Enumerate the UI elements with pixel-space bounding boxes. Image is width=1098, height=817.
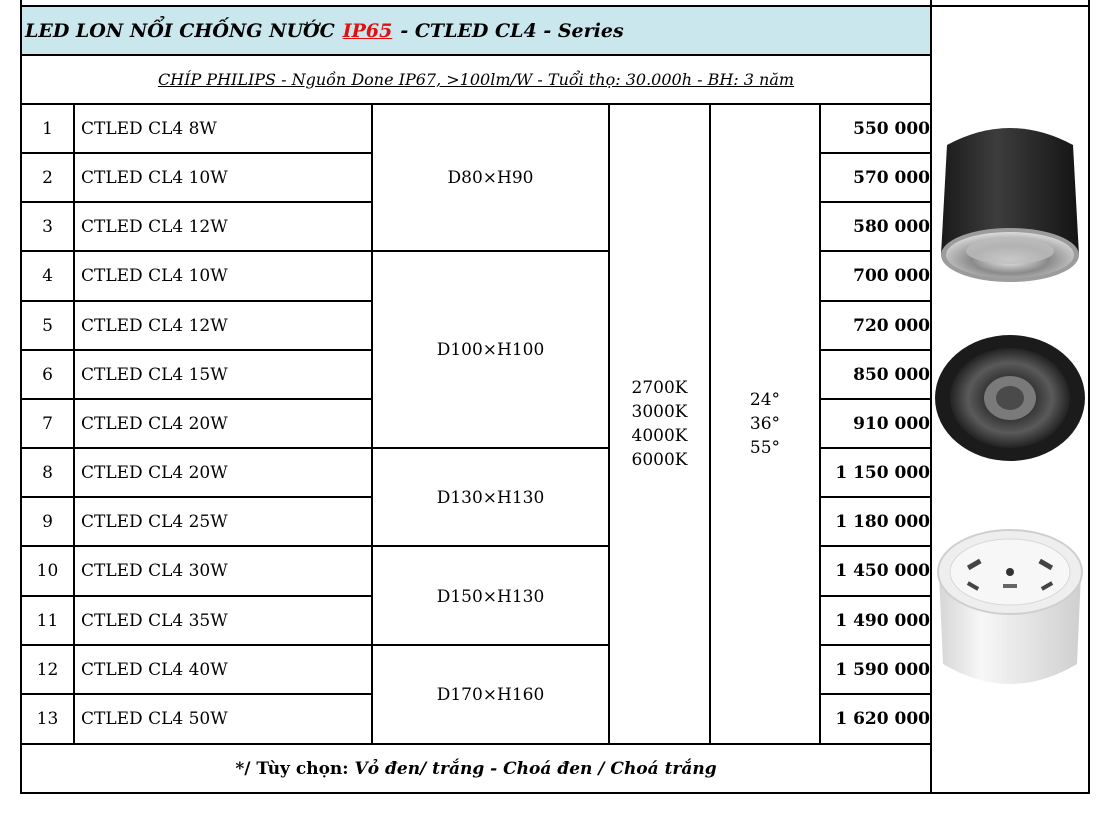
price: 580 000 bbox=[853, 216, 930, 237]
model-name: CTLED CL4 20W bbox=[81, 462, 228, 483]
grid-line bbox=[371, 250, 610, 252]
grid-line bbox=[819, 693, 932, 695]
row-number: 6 bbox=[42, 364, 53, 385]
row-number: 10 bbox=[36, 561, 59, 581]
grid-line bbox=[819, 152, 932, 154]
grid-line bbox=[371, 545, 610, 547]
row-number: 13 bbox=[36, 708, 59, 729]
price: 850 000 bbox=[853, 364, 930, 385]
title-rating: IP65 bbox=[342, 19, 393, 42]
row-number: 3 bbox=[42, 216, 53, 237]
price: 1 180 000 bbox=[835, 511, 930, 532]
model-name: CTLED CL4 10W bbox=[81, 266, 228, 286]
color-temp: 4000K bbox=[631, 426, 688, 446]
model-name: CTLED CL4 35W bbox=[81, 610, 228, 631]
grid-line bbox=[20, 743, 932, 745]
grid-line bbox=[819, 398, 932, 400]
grid-line bbox=[20, 0, 22, 5]
row-number: 2 bbox=[42, 167, 53, 188]
grid-line bbox=[819, 545, 932, 547]
size-cell: D170×H160 bbox=[436, 685, 545, 705]
price: 1 620 000 bbox=[835, 708, 930, 729]
row-number: 7 bbox=[42, 413, 53, 434]
price: 1 450 000 bbox=[835, 561, 930, 581]
title-suffix: - CTLED CL4 - Series bbox=[400, 19, 624, 42]
beam-angle: 55° bbox=[749, 438, 781, 458]
row-number: 12 bbox=[36, 659, 59, 680]
grid-line bbox=[371, 644, 610, 646]
grid-line bbox=[819, 201, 932, 203]
options-footer bbox=[22, 745, 930, 792]
model-name: CTLED CL4 30W bbox=[81, 561, 228, 581]
grid-line bbox=[709, 103, 711, 745]
grid-line bbox=[20, 201, 373, 203]
grid-line bbox=[20, 300, 373, 302]
price: 1 490 000 bbox=[835, 610, 930, 631]
grid-line bbox=[1088, 0, 1090, 794]
model-name: CTLED CL4 50W bbox=[81, 708, 228, 729]
grid-line bbox=[819, 349, 932, 351]
white-downlight-image bbox=[933, 524, 1087, 694]
grid-line bbox=[930, 0, 932, 794]
grid-line bbox=[371, 103, 373, 745]
model-name: CTLED CL4 10W bbox=[81, 167, 228, 188]
grid-line bbox=[819, 447, 932, 449]
grid-line bbox=[20, 595, 373, 597]
model-name: CTLED CL4 15W bbox=[81, 364, 228, 385]
grid-line bbox=[20, 349, 373, 351]
row-number: 5 bbox=[42, 315, 53, 336]
price: 910 000 bbox=[853, 413, 930, 434]
title-prefix: LED LON NỔI CHỐNG NƯỚC bbox=[25, 19, 335, 42]
model-name: CTLED CL4 40W bbox=[81, 659, 228, 680]
beam-angle: 36° bbox=[749, 414, 781, 434]
color-temp: 6000K bbox=[631, 450, 688, 470]
model-name: CTLED CL4 25W bbox=[81, 511, 228, 532]
size-cell: D100×H100 bbox=[436, 340, 545, 360]
row-number: 4 bbox=[42, 266, 53, 286]
grid-line bbox=[20, 152, 373, 154]
size-cell: D130×H130 bbox=[436, 487, 545, 508]
price: 1 150 000 bbox=[835, 462, 930, 483]
grid-line bbox=[819, 644, 932, 646]
grid-line bbox=[20, 496, 373, 498]
options-text: Vỏ đen/ trắng - Choá đen / Choá trắng bbox=[354, 758, 717, 779]
options-label: */ Tùy chọn: bbox=[235, 758, 349, 779]
price: 700 000 bbox=[853, 266, 930, 286]
grid-line bbox=[819, 300, 932, 302]
row-number: 11 bbox=[36, 610, 59, 631]
black-downlight-front-image bbox=[933, 333, 1087, 463]
row-number: 9 bbox=[42, 511, 53, 532]
grid-line bbox=[20, 545, 373, 547]
price: 720 000 bbox=[853, 315, 930, 336]
grid-line bbox=[819, 496, 932, 498]
price: 570 000 bbox=[853, 167, 930, 188]
grid-line bbox=[20, 250, 373, 252]
grid-line bbox=[819, 595, 932, 597]
color-temp: 3000K bbox=[631, 402, 688, 422]
beam-angle: 24° bbox=[749, 390, 781, 410]
size-cell: D80×H90 bbox=[447, 168, 534, 188]
black-downlight-side-image bbox=[933, 105, 1087, 295]
model-name: CTLED CL4 12W bbox=[81, 216, 228, 237]
model-name: CTLED CL4 8W bbox=[81, 118, 217, 139]
model-name: CTLED CL4 12W bbox=[81, 315, 228, 336]
grid-line bbox=[608, 103, 610, 745]
grid-line bbox=[20, 693, 373, 695]
grid-line bbox=[20, 398, 373, 400]
beam-angle-cell bbox=[711, 105, 819, 743]
price: 550 000 bbox=[853, 118, 930, 139]
spec-subtitle: CHÍP PHILIPS - Nguồn Done IP67, >100lm/W - Tuổi thọ: 30.000h - BH: 3 năm bbox=[157, 70, 795, 89]
color-temperature-cell bbox=[610, 105, 709, 743]
grid-line bbox=[20, 447, 373, 449]
grid-line bbox=[73, 103, 75, 745]
grid-line bbox=[20, 103, 932, 105]
model-name: CTLED CL4 20W bbox=[81, 413, 228, 434]
size-cell: D150×H130 bbox=[436, 586, 545, 607]
table-title bbox=[22, 7, 930, 54]
grid-line bbox=[819, 103, 821, 745]
grid-line bbox=[20, 644, 373, 646]
grid-line bbox=[20, 54, 932, 56]
grid-line bbox=[371, 447, 610, 449]
row-number: 8 bbox=[42, 462, 53, 483]
color-temp: 2700K bbox=[631, 378, 688, 398]
row-number: 1 bbox=[42, 118, 53, 139]
price: 1 590 000 bbox=[835, 659, 930, 680]
grid-line bbox=[819, 250, 932, 252]
